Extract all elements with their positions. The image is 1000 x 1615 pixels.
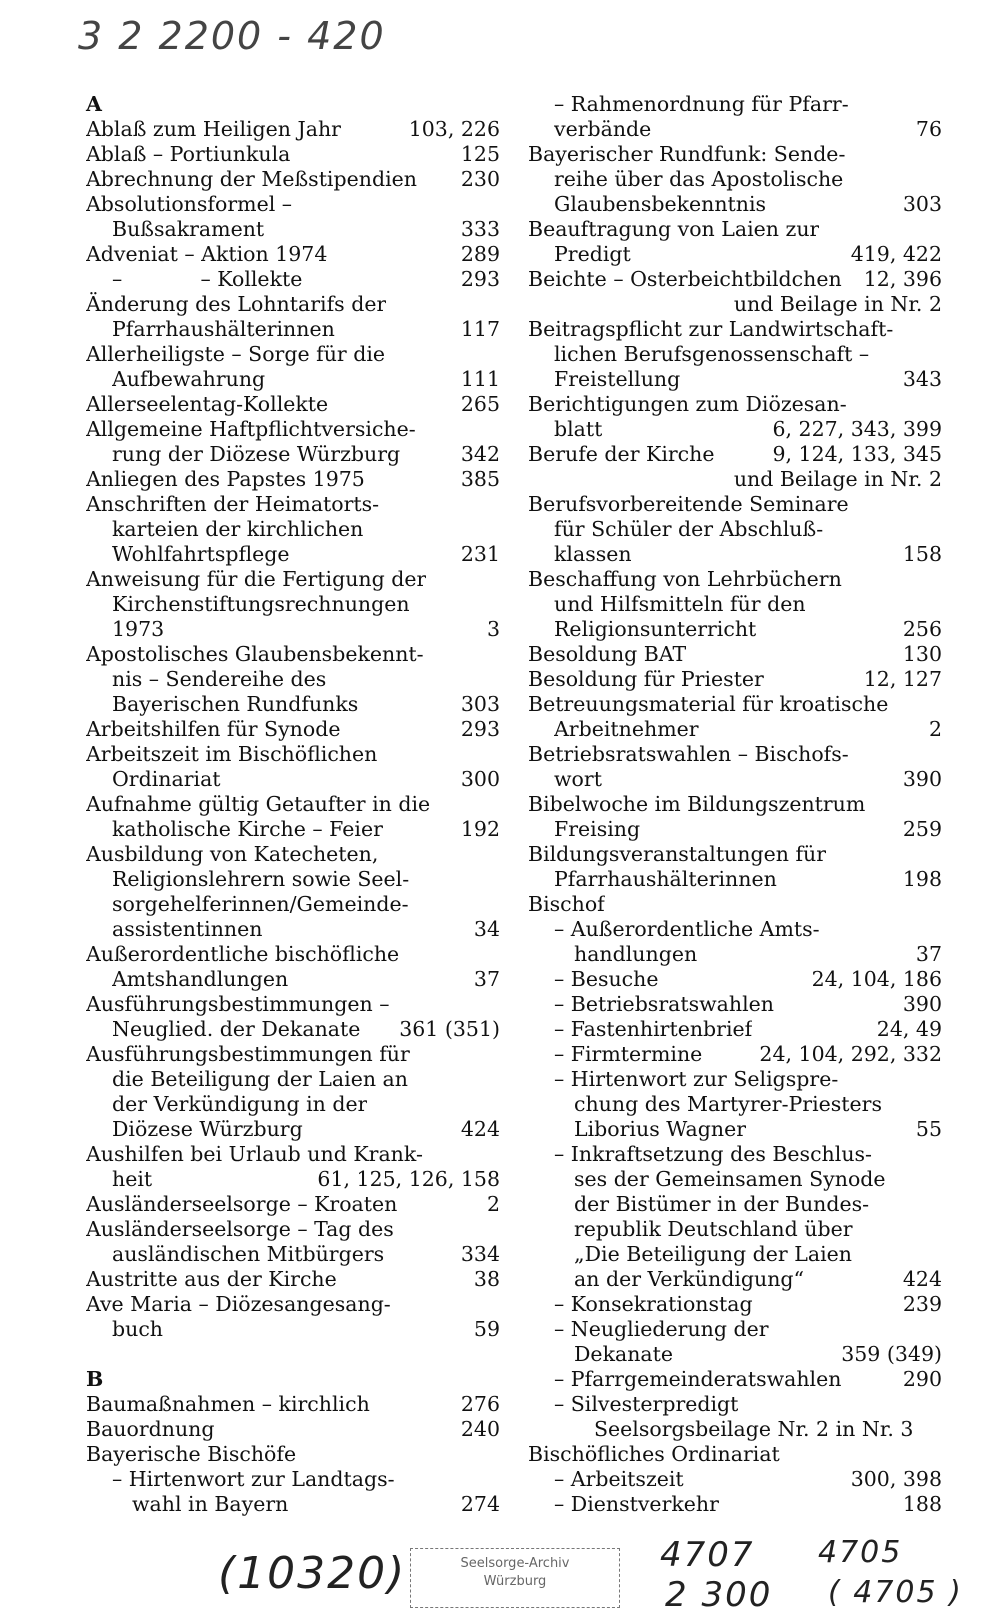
index-subentry: – Silvesterpredigt xyxy=(554,1392,739,1416)
index-entry: Beschaffung von Lehrbüchern xyxy=(528,567,842,591)
stamp-line: Seelsorge-Archiv xyxy=(460,1556,570,1571)
index-subentry: – Konsekrationstag 239 xyxy=(554,1292,942,1316)
index-entry-cont: Kirchenstiftungsrechnungen xyxy=(112,592,410,616)
index-entry: Anliegen des Papstes 1975 385 xyxy=(86,467,500,491)
index-subentry-cont: Liborius Wagner 55 xyxy=(574,1117,942,1141)
index-entry-cont: Amtshandlungen 37 xyxy=(112,967,500,991)
index-subentry-cont: „Die Beteiligung der Laien xyxy=(574,1242,852,1266)
index-entry: Aufnahme gültig Getaufter in die xyxy=(86,792,431,816)
index-subentry: – Rahmenordnung für Pfarr- xyxy=(554,92,849,116)
index-entry-cont: ausländischen Mitbürgers 334 xyxy=(112,1242,500,1266)
index-entry-cont: nis – Sendereihe des xyxy=(112,667,327,691)
index-entry-cont: und Beilage in Nr. 2 xyxy=(733,292,942,316)
handwritten-number: 4707 xyxy=(660,1535,755,1575)
index-entry: Anschriften der Heimatorts- xyxy=(86,492,380,516)
index-entry-cont: Predigt 419, 422 xyxy=(554,242,942,266)
index-subentry: – Firmtermine 24, 104, 292, 332 xyxy=(554,1042,942,1066)
index-entry: Apostolisches Glaubensbekennt- xyxy=(86,642,424,666)
index-subentry-cont: wahl in Bayern 274 xyxy=(132,1492,500,1516)
index-entry-cont: klassen 158 xyxy=(554,542,942,566)
index-entry: Ausländerseelsorge – Tag des xyxy=(86,1217,394,1241)
index-entry-cont: heit 61, 125, 126, 158 xyxy=(112,1167,500,1191)
index-entry: Ausführungsbestimmungen für xyxy=(86,1042,410,1066)
index-entry: Ablaß zum Heiligen Jahr 103, 226 xyxy=(86,117,500,141)
index-entry: Adveniat – Aktion 1974 289 xyxy=(86,242,500,266)
index-entry-cont: 1973 3 xyxy=(112,617,500,641)
index-subentry-cont: Seelsorgsbeilage Nr. 2 in Nr. 3 xyxy=(594,1417,914,1441)
index-entry-cont: und Beilage in Nr. 2 xyxy=(733,467,942,491)
index-entry: Bayerische Bischöfe xyxy=(86,1442,297,1466)
index-entry: Baumaßnahmen – kirchlich 276 xyxy=(86,1392,500,1416)
index-subentry-cont: verbände 76 xyxy=(554,117,942,141)
index-entry: Absolutionsformel – xyxy=(86,192,293,216)
index-entry: Bibelwoche im Bildungszentrum xyxy=(528,792,866,816)
index-entry-cont: Diözese Würzburg 424 xyxy=(112,1117,500,1141)
index-entry: Arbeitszeit im Bischöflichen xyxy=(86,742,378,766)
index-subentry-cont: republik Deutschland über xyxy=(574,1217,853,1241)
index-entry: Betreuungsmaterial für kroatische xyxy=(528,692,889,716)
index-entry: Bildungsveranstaltungen für xyxy=(528,842,827,866)
index-subentry: – Neugliederung der xyxy=(554,1317,769,1341)
index-entry: Ausführungsbestimmungen – xyxy=(86,992,390,1016)
index-subentry: – Hirtenwort zur Seligspre- xyxy=(554,1067,839,1091)
index-entry-cont: blatt 6, 227, 343, 399 xyxy=(554,417,942,441)
index-entry: Ablaß – Portiunkula 125 xyxy=(86,142,500,166)
index-entry: Bauordnung 240 xyxy=(86,1417,500,1441)
index-entry: Berufsvorbereitende Seminare xyxy=(528,492,849,516)
index-subentry-cont: ses der Gemeinsamen Synode xyxy=(574,1167,886,1191)
index-entry: Bischöfliches Ordinariat xyxy=(528,1442,780,1466)
index-entry-cont: wort 390 xyxy=(554,767,942,791)
index-entry-cont: rung der Diözese Würzburg 342 xyxy=(112,442,500,466)
index-entry-cont: lichen Berufsgenossenschaft – xyxy=(554,342,870,366)
index-subentry: – Besuche 24, 104, 186 xyxy=(554,967,942,991)
index-entry-cont: Aufbewahrung 111 xyxy=(112,367,500,391)
index-subentry-cont: handlungen 37 xyxy=(574,942,942,966)
index-entry: Berufe der Kirche 9, 124, 133, 345 xyxy=(528,442,942,466)
index-entry-cont: reihe über das Apostolische xyxy=(554,167,844,191)
index-entry-cont: Glaubensbekenntnis 303 xyxy=(554,192,942,216)
index-entry-cont: Neuglied. der Dekanate 361 (351) xyxy=(112,1017,500,1041)
index-entry: Allerheiligste – Sorge für die xyxy=(86,342,386,366)
index-subentry-cont: der Bistümer in der Bundes- xyxy=(574,1192,870,1216)
index-entry: Berichtigungen zum Diözesan- xyxy=(528,392,847,416)
index-entry-cont: Pfarrhaushälterinnen 198 xyxy=(554,867,942,891)
index-entry: Außerordentliche bischöfliche xyxy=(86,942,400,966)
index-entry-cont: katholische Kirche – Feier 192 xyxy=(112,817,500,841)
index-subentry: – Inkraftsetzung des Beschlus- xyxy=(554,1142,872,1166)
index-entry: Ausländerseelsorge – Kroaten 2 xyxy=(86,1192,500,1216)
index-entry-cont: Freistellung 343 xyxy=(554,367,942,391)
index-subentry: – Dienstverkehr 188 xyxy=(554,1492,942,1516)
section-letter-a: A xyxy=(86,92,102,116)
index-entry-cont: buch 59 xyxy=(112,1317,500,1341)
handwritten-number: 4705 xyxy=(818,1535,903,1570)
index-entry: Abrechnung der Meßstipendien 230 xyxy=(86,167,500,191)
left-column xyxy=(86,92,500,1517)
index-entry-cont: Bußsakrament 333 xyxy=(112,217,500,241)
index-entry-cont: Wohlfahrtspflege 231 xyxy=(112,542,500,566)
index-subentry: – Betriebsratswahlen 390 xyxy=(554,992,942,1016)
library-stamp xyxy=(410,1548,620,1608)
index-subentry: – Arbeitszeit 300, 398 xyxy=(554,1467,942,1491)
right-column xyxy=(528,92,942,1517)
handwritten-number-bottom-left: (10320) xyxy=(218,1548,407,1599)
index-entry-cont: Freising 259 xyxy=(554,817,942,841)
index-entry: Allgemeine Haftpflichtversiche- xyxy=(86,417,416,441)
index-entry: Anweisung für die Fertigung der xyxy=(86,567,427,591)
index-entry: Besoldung BAT 130 xyxy=(528,642,942,666)
index-entry-cont: karteien der kirchlichen xyxy=(112,517,364,541)
index-entry: Beichte – Osterbeichtbildchen 12, 396 xyxy=(528,267,942,291)
index-entry: Änderung des Lohntarifs der xyxy=(86,292,387,316)
index-entry-cont: assistentinnen 34 xyxy=(112,917,500,941)
index-entry: Besoldung für Priester 12, 127 xyxy=(528,667,942,691)
index-entry: Ausbildung von Katecheten, xyxy=(86,842,379,866)
index-entry: Betriebsratswahlen – Bischofs- xyxy=(528,742,849,766)
handwritten-number: 2 300 xyxy=(665,1575,773,1615)
index-subentry: – Außerordentliche Amts- xyxy=(554,917,820,941)
index-entry: Aushilfen bei Urlaub und Krank- xyxy=(86,1142,423,1166)
index-entry-cont: Religionslehrern sowie Seel- xyxy=(112,867,410,891)
handwritten-number: ( 4705 ) xyxy=(828,1575,963,1610)
index-entry-cont: Religionsunterricht 256 xyxy=(554,617,942,641)
index-entry: Austritte aus der Kirche 38 xyxy=(86,1267,500,1291)
index-entry-cont: für Schüler der Abschluß- xyxy=(554,517,824,541)
index-entry: Beitragspflicht zur Landwirtschaft- xyxy=(528,317,894,341)
index-entry-cont: – – Kollekte 293 xyxy=(112,267,500,291)
index-entry: Bischof xyxy=(528,892,605,916)
index-subentry: – Fastenhirtenbrief 24, 49 xyxy=(554,1017,942,1041)
index-entry: Arbeitshilfen für Synode 293 xyxy=(86,717,500,741)
index-subentry-cont: an der Verkündigung“ 424 xyxy=(574,1267,942,1291)
index-entry-cont: und Hilfsmitteln für den xyxy=(554,592,806,616)
index-entry: Bayerischer Rundfunk: Sende- xyxy=(528,142,846,166)
index-entry-cont: der Verkündigung in der xyxy=(112,1092,368,1116)
index-subentry: – Hirtenwort zur Landtags- xyxy=(112,1467,395,1491)
index-entry-cont: die Beteiligung der Laien an xyxy=(112,1067,408,1091)
index-entry-cont: Ordinariat 300 xyxy=(112,767,500,791)
index-entry: Beauftragung von Laien zur xyxy=(528,217,820,241)
index-entry-cont: sorgehelferinnen/Gemeinde- xyxy=(112,892,409,916)
section-letter-b: B xyxy=(86,1367,104,1391)
index-entry: Ave Maria – Diözesangesang- xyxy=(86,1292,391,1316)
index-entry: Allerseelentag-Kollekte 265 xyxy=(86,392,500,416)
index-subentry: – Pfarrgemeinderatswahlen 290 xyxy=(554,1367,942,1391)
index-entry-cont: Arbeitnehmer 2 xyxy=(554,717,942,741)
index-subentry-cont: chung des Martyrer-Priesters xyxy=(574,1092,883,1116)
index-entry-cont: Pfarrhaushälterinnen 117 xyxy=(112,317,500,341)
handwritten-reference-top: 3 2 2200 - 420 xyxy=(78,14,386,58)
stamp-line: Würzburg xyxy=(483,1574,547,1589)
index-entry-cont: Bayerischen Rundfunks 303 xyxy=(112,692,500,716)
index-subentry-cont: Dekanate 359 (349) xyxy=(574,1342,942,1366)
